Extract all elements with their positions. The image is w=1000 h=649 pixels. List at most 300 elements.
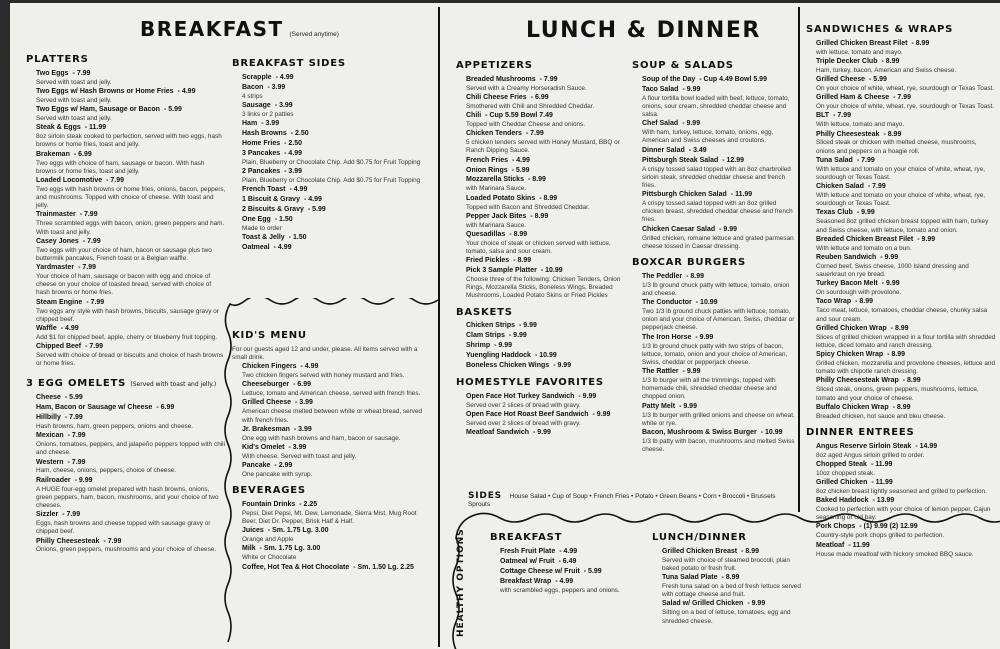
menu-item <box>662 548 802 573</box>
menu-item <box>642 368 796 402</box>
menu-item <box>466 267 632 301</box>
item-price: - 3.99 <box>261 120 280 128</box>
item-price: - 8.99 <box>883 130 902 138</box>
item-price: - 4.99 <box>60 324 79 332</box>
item-name: Quesadillas <box>466 230 506 238</box>
item-name: Scrapple <box>242 73 272 81</box>
menu-item <box>242 462 430 479</box>
item-name: Brakeman <box>36 150 70 158</box>
item-description: Choose three of the following: Chicken Tenders, Onion Rings, Mozzarella Sticks, Boneless Wings, Breaded Mushrooms, Loaded Potato Skins or Fried Pickles <box>466 276 621 300</box>
item-name: Milk <box>242 545 256 553</box>
item-price: - Sm. 1.50 Lg. 2.25 <box>353 563 414 571</box>
item-name: Bacon, Mushroom & Swiss Burger <box>642 428 757 436</box>
item-name: Chipped Beef <box>36 343 82 351</box>
item-price: - 3.99 <box>267 83 286 91</box>
menu-item <box>816 112 996 129</box>
menu-item <box>36 432 226 457</box>
item-description: 1/3 lb ground chuck patty with two strips of bacon, lettuce, tomato, onion and your choice of American, Swiss, cheddar or pepperjack cheese. <box>642 342 788 366</box>
menu-item <box>242 196 432 205</box>
item-price: - 8.99 <box>887 351 906 359</box>
menu-item <box>242 74 432 83</box>
menu-item <box>642 334 796 368</box>
item-description: 1/3 lb patty with bacon, mushrooms and melted Swiss cheese. <box>642 437 795 454</box>
kids-menu-section <box>232 327 430 574</box>
item-price: - 4.99 <box>289 186 308 194</box>
item-name: Philly Cheesesteak Wrap <box>816 377 899 385</box>
appetizers-list <box>456 76 632 301</box>
item-description: Pepsi, Diet Pepsi, Mt. Dew, Lemonade, Sierra Mist, Mug Root Beer, Diet Dr. Pepper, Brisk Half & Half. <box>242 509 417 526</box>
menu-item <box>36 394 226 403</box>
healthy-lunch-section <box>652 529 802 627</box>
item-name: 2 Biscuits & Gravy <box>242 206 304 214</box>
item-price: - 9.99 <box>74 476 93 484</box>
item-price: - 7.99 <box>867 183 886 191</box>
item-name: Juices <box>242 527 264 535</box>
item-price: - 6.99 <box>293 381 311 389</box>
item-description: Two eggs with choice of ham, sausage or bacon. With hash browns or home fries, toast and jelly. <box>36 159 205 175</box>
baskets-title: BASKETS <box>456 306 513 318</box>
menu-item <box>242 150 432 167</box>
menu-item <box>500 548 640 557</box>
menu-item <box>816 377 996 402</box>
item-name: Cheeseburger <box>242 381 290 389</box>
menu-item <box>242 216 432 233</box>
item-price: - 9.99 <box>679 402 697 410</box>
menu-item <box>466 393 632 410</box>
item-price: - 8.99 <box>855 298 874 306</box>
sandwiches-section <box>806 21 996 560</box>
item-price: - 8.99 <box>509 230 528 238</box>
item-name: Two Eggs w/ Ham, Sausage or Bacon <box>36 106 160 114</box>
sides-list: House Salad • Cup of Soup • French Fries • Potato • Green Beans • Corn • Broccoli • Brussels Sprouts <box>468 493 776 508</box>
item-price: - 4.99 <box>559 547 578 555</box>
menu-sheet <box>10 3 1000 649</box>
item-name: Chopped Steak <box>816 460 867 468</box>
item-description: A flour tortilla bowl loaded with beef, lettuce, tomato, onions, sour cream, shredded cheddar cheese and salsa. <box>642 94 790 119</box>
item-name: Chili <box>466 112 482 120</box>
item-description: 4 strips <box>242 92 263 100</box>
item-name: Chili Cheese Fries <box>466 93 527 101</box>
item-price: - 7.99 <box>525 130 544 138</box>
item-price: - 9.99 <box>747 600 766 608</box>
menu-item <box>36 511 226 536</box>
item-price: - 11.99 <box>84 124 107 132</box>
menu-item <box>36 477 226 511</box>
item-description: Served with a Creamy Horseradish Sauce. <box>466 84 587 92</box>
menu-item <box>816 183 996 208</box>
menu-item <box>642 86 796 120</box>
menu-item <box>816 157 996 182</box>
item-description: with Marinara Sauce. <box>466 221 527 229</box>
item-price: - 2.25 <box>299 501 318 508</box>
item-price: - 3.99 <box>288 443 307 451</box>
menu-item <box>500 578 640 595</box>
breakfast-header <box>140 17 339 43</box>
item-description: 3 links or 2 patties <box>242 110 294 118</box>
item-description: Ham, cheese, onions, peppers, choice of cheese. <box>36 467 176 475</box>
item-description: Served over 2 slices of bread with gravy. <box>466 420 581 428</box>
item-name: Grilled Cheese <box>242 399 292 407</box>
platters-section <box>26 51 226 556</box>
item-description: Served with choice of steamed broccoli, plain baked potato or fresh fruit. <box>662 556 790 572</box>
menu-item <box>642 147 796 156</box>
item-description: Your choice of ham, sausage or bacon with egg and choice of cheese on your choice of toasted bread, served with choice of hash browns or home fries. <box>36 273 212 297</box>
item-name: Buffalo Chicken Wrap <box>816 403 889 411</box>
item-price: - 7.99 <box>85 343 104 351</box>
item-price: - 7.99 <box>79 211 98 219</box>
item-name: Steam Engine <box>36 298 83 306</box>
item-name: Shrimp <box>466 342 491 350</box>
item-name: Open Face Hot Turkey Sandwich <box>466 393 575 401</box>
item-price: - 10.99 <box>540 267 563 275</box>
menu-item <box>242 102 432 119</box>
menu-item <box>816 236 996 253</box>
item-name: Two Eggs w/ Hash Browns or Home Fries <box>36 87 174 95</box>
item-name: Tuna Salad Plate <box>662 574 718 582</box>
item-description: Topped with Bacon and Shredded Cheddar. <box>466 203 590 211</box>
menu-item <box>500 558 640 567</box>
healthy-breakfast-title: BREAKFAST <box>490 532 563 543</box>
item-name: The Conductor <box>642 299 692 307</box>
omelets-subtitle: (Served with toast and jelly.) <box>130 381 217 389</box>
item-name: Open Face Hot Roast Beef Sandwich <box>466 411 589 419</box>
item-price: - 4.99 <box>512 156 530 164</box>
item-price: - 11.99 <box>848 541 870 549</box>
menu-item <box>642 226 796 251</box>
menu-item <box>816 280 996 297</box>
item-description: On sourdough with provolone. <box>816 289 902 297</box>
item-description: On your choice of white, wheat, rye, sourdough or Texas Toast. <box>816 103 995 111</box>
menu-item <box>816 131 996 156</box>
menu-item <box>466 76 632 93</box>
menu-item <box>466 213 632 230</box>
menu-item <box>816 76 996 93</box>
menu-item <box>466 322 632 331</box>
item-price: - 9.99 <box>553 362 572 370</box>
item-name: Grilled Chicken Wrap <box>816 324 887 332</box>
menu-item <box>466 157 632 166</box>
breakfast-sides-section <box>232 55 432 254</box>
item-description: With cheese. Served with toast and jelly. <box>242 452 357 460</box>
item-price: - 8.99 <box>892 403 911 411</box>
item-description: A HUGE four-egg omelet prepared with hash browns, onions, green peppers, ham, bacon, mushrooms, and your choice of two cheeses. <box>36 485 219 509</box>
menu-item <box>816 254 996 279</box>
item-description: Grilled chicken, romaine lettuce and grated parmesan cheese tossed in Caesar dressing. <box>642 234 794 250</box>
item-name: Chicken Tenders <box>466 130 522 138</box>
beverages-title: BEVERAGES <box>232 485 306 497</box>
menu-item <box>36 124 226 149</box>
item-name: Breakfast Wrap <box>500 577 552 585</box>
item-name: Kid's Omelet <box>242 443 285 451</box>
item-description: Hash browns, ham, green peppers, onions and cheese. <box>36 423 194 431</box>
omelets-title <box>26 378 226 391</box>
menu-item <box>466 257 632 266</box>
item-name: Dinner Salad <box>642 146 685 154</box>
item-price: - 3.99 <box>293 425 312 433</box>
item-name: Reuben Sandwich <box>816 253 877 261</box>
item-price: - 9.99 <box>494 342 513 350</box>
item-name: Fresh Fruit Plate <box>500 547 556 555</box>
item-name: Baked Haddock <box>816 497 869 505</box>
sandwiches-title: SANDWICHES & WRAPS <box>806 24 954 35</box>
menu-item <box>642 403 796 428</box>
menu-item <box>36 404 226 413</box>
item-name: The Rattler <box>642 368 679 376</box>
item-description: with scrambled eggs, peppers and onions. <box>500 586 620 594</box>
item-price: - 8.99 <box>911 39 930 47</box>
item-description: Smothered with Chili and Shredded Cheddar. <box>466 102 595 110</box>
menu-item <box>36 211 226 236</box>
item-price: - 2.50 <box>284 139 303 147</box>
item-description: Two eggs any style with hash browns, biscuits, sausage gravy or chipped beef. <box>36 307 219 323</box>
appetizers-section <box>456 57 632 439</box>
menu-item <box>36 177 226 211</box>
item-price: - 6.99 <box>530 93 549 101</box>
item-name: French Fries <box>466 156 509 164</box>
item-description: Topped with Cheddar Cheese and onions. <box>466 121 586 129</box>
item-name: 3 Pancakes <box>242 149 281 157</box>
item-description: Served with toast and jelly. <box>36 78 112 86</box>
item-price: - 9.99 <box>519 322 537 330</box>
breakfast-sides-title: BREAKFAST SIDES <box>232 58 346 69</box>
item-name: Coffee, Hot Tea & Hot Chocolate <box>242 563 350 571</box>
item-price: - 8.99 <box>741 547 759 555</box>
item-name: Hillbilly <box>36 414 61 422</box>
item-description: 8oz aged Angus sirloin grilled to order. <box>816 451 925 459</box>
item-price: - 4.99 <box>273 244 292 252</box>
kids-menu-list <box>232 363 430 479</box>
item-name: Grilled Chicken <box>816 478 868 486</box>
menu-item <box>642 76 796 85</box>
item-name: Loaded Potato Skins <box>466 194 536 202</box>
item-price: - 9.99 <box>917 235 936 243</box>
item-price: - 5.99 <box>511 166 530 174</box>
kids-menu-title: KID'S MENU <box>232 330 307 341</box>
item-price: - 2.50 <box>290 129 309 137</box>
item-description: Served over 2 slices of bread with gravy. <box>466 401 581 409</box>
healthy-lunch-list <box>652 548 802 626</box>
item-name: Onion Rings <box>466 166 508 174</box>
item-price: - 8.99 <box>527 176 546 184</box>
item-name: Mozzarella Sticks <box>466 176 524 184</box>
item-price: - 4.99 <box>284 149 303 157</box>
item-price: - 7.99 <box>539 75 558 83</box>
item-price: - 9.99 <box>682 85 701 93</box>
appetizers-title: APPETIZERS <box>456 60 533 71</box>
item-description: Taco meat, lettuce, tomatoes, cheddar cheese, chunky salsa and sour cream. <box>816 307 988 323</box>
item-description: Served with toast and jelly. <box>36 96 112 104</box>
item-name: Grilled Chicken Breast Filet <box>816 39 908 47</box>
item-price: - 11.99 <box>730 191 753 199</box>
item-price: - 5.99 <box>583 567 602 575</box>
burgers-title: BOXCAR BURGERS <box>632 256 746 268</box>
menu-item <box>816 461 996 478</box>
item-name: Philly Cheesesteak <box>816 130 880 138</box>
item-name: Cottage Cheese w/ Fruit <box>500 567 580 575</box>
healthy-breakfast-list <box>490 548 640 595</box>
menu-item <box>466 195 632 212</box>
menu-item <box>466 429 632 438</box>
item-price: - 13.99 <box>872 497 895 505</box>
item-price: - 9.99 <box>695 333 714 341</box>
healthy-options-title: HEALTHY OPTIONS <box>456 528 466 637</box>
menu-item <box>816 404 996 421</box>
item-description: Made to order <box>242 224 282 232</box>
menu-item <box>662 574 802 599</box>
item-name: Triple Decker Club <box>816 57 878 65</box>
menu-item <box>816 94 996 111</box>
item-price: - 12.99 <box>722 156 745 164</box>
item-price: - 7.99 <box>64 414 83 422</box>
breakfast-sides-list <box>232 74 432 253</box>
menu-item <box>816 479 996 496</box>
item-price: - 7.99 <box>103 537 122 545</box>
item-price: - 8.99 <box>686 272 704 280</box>
item-name: Trainmaster <box>36 211 76 219</box>
item-name: Pittsburgh Chicken Salad <box>642 191 727 199</box>
menu-item <box>466 362 632 371</box>
menu-item <box>816 298 996 323</box>
item-name: Meatloaf Sandwich <box>466 429 530 437</box>
lunch-title: LUNCH & DINNER <box>526 18 761 43</box>
item-price: - 5.99 <box>64 394 83 402</box>
breakfast-subtitle: (Served anytime) <box>289 31 339 38</box>
menu-item <box>242 186 432 195</box>
kids-menu-note: For our guests aged 12 and under, please. All items served with a small drink. <box>232 345 418 361</box>
item-name: Steak & Eggs <box>36 124 81 132</box>
menu-item <box>642 157 796 191</box>
menu-item <box>36 151 226 176</box>
item-description: 8oz sirloin steak cooked to perfection, served with two eggs, hash browns or home fries, toast and jelly. <box>36 133 222 149</box>
item-description: American cheese melted between white or wheat bread, served with french fries. <box>242 408 423 424</box>
item-name: Chicken Caesar Salad <box>642 225 716 233</box>
menu-item <box>242 381 430 398</box>
item-description: 1/3 lb ground chuck patty with lettuce, tomato, onion and cheese. <box>642 281 790 297</box>
item-price: - 9.99 <box>719 225 738 233</box>
item-description: Corned beef, Swiss cheese, 1000 Island dressing and sauerkraut on rye bread. <box>816 262 969 279</box>
item-price: - 4.99 <box>300 363 319 371</box>
item-price: - 9.99 <box>682 120 701 128</box>
menu-item <box>642 299 796 333</box>
platters-title: PLATTERS <box>26 54 89 65</box>
item-price: - 9.99 <box>533 429 551 437</box>
item-name: Home Fries <box>242 139 281 147</box>
item-name: 2 Pancakes <box>242 168 281 176</box>
item-name: Breaded Chicken Breast Filet <box>816 235 914 243</box>
item-price: - 9.99 <box>508 332 527 340</box>
item-price: - 14.99 <box>915 442 938 450</box>
item-name: Breaded Mushrooms <box>466 75 536 83</box>
item-price: - 10.99 <box>695 299 718 307</box>
item-description: Sliced steak, onions, green peppers, mushrooms, lettuce, tomato and your choice of cheese. <box>816 386 979 402</box>
item-name: Pepper Jack Bites <box>466 212 527 220</box>
menu-item <box>36 70 226 87</box>
item-name: Jr. Brakesman <box>242 425 290 433</box>
item-price: - 7.99 <box>78 264 97 272</box>
item-name: French Toast <box>242 186 286 194</box>
item-name: Pick 3 Sample Platter <box>466 267 537 275</box>
item-name: Ham, Bacon or Sausage w/ Cheese <box>36 404 153 412</box>
menu-item <box>816 209 996 234</box>
item-name: Bacon <box>242 83 264 91</box>
item-name: Loaded Locomotive <box>36 176 103 184</box>
item-description: House made meatloaf with hickory smoked BBQ sauce. <box>816 550 974 558</box>
item-description: Add $1 for chipped beef, apple, cherry or blueberry fruit topping. <box>36 333 218 341</box>
omelets-title-text: 3 EGG OMELETS <box>26 378 127 390</box>
menu-item <box>36 264 226 298</box>
item-price: - 7.99 <box>833 112 851 120</box>
menu-item <box>242 363 430 380</box>
baskets-list <box>456 322 632 371</box>
item-price: - 3.99 <box>284 168 303 176</box>
menu-item <box>36 88 226 105</box>
item-name: Casey Jones <box>36 237 79 245</box>
item-price: - (1) 9.99 (2) 12.99 <box>859 523 918 531</box>
item-name: Mexican <box>36 432 64 440</box>
item-price: - 11.99 <box>871 478 893 486</box>
item-description: With lettuce and tomato on your choice of white, wheat, rye, sourdough or Texas Toast. <box>816 165 986 181</box>
item-description: With lettuce, tomato and mayo. <box>816 121 905 129</box>
item-description: Served with toast and jelly. <box>36 115 112 123</box>
item-name: Western <box>36 458 64 466</box>
menu-item <box>36 106 226 123</box>
item-description: Your choice of steak or chicken served with lettuce, tomato, salsa and sour cream. <box>466 239 611 256</box>
item-name: The Peddler <box>642 272 683 280</box>
item-price: - 7.99 <box>893 94 912 102</box>
item-price: - 7.99 <box>62 511 81 519</box>
item-price: - 8.99 <box>539 194 558 202</box>
menu-item <box>466 167 632 176</box>
menu-item <box>816 40 996 57</box>
item-name: Philly Cheesesteak <box>36 537 100 545</box>
item-price: - 5.99 <box>307 206 326 214</box>
item-description: with lettuce, tomato and mayo. <box>816 48 903 56</box>
item-price: - 9.99 <box>856 209 875 217</box>
item-name: Turkey Bacon Melt <box>816 280 878 288</box>
item-name: Fountain Drinks <box>242 501 296 508</box>
item-name: Yardmaster <box>36 264 75 272</box>
soups-section <box>632 57 796 455</box>
item-description: 1/3 lb burger with grilled onions and cheese on wheat, white or rye. <box>642 411 795 427</box>
item-name: Railroader <box>36 476 71 484</box>
menu-item <box>816 58 996 75</box>
item-description: Breaded chicken, hot sauce and bleu cheese. <box>816 412 946 420</box>
item-description: with Marinara Sauce. <box>466 185 527 193</box>
menu-item <box>642 429 796 454</box>
healthy-breakfast-section <box>490 529 640 596</box>
item-description: Seasoned 8oz grilled chicken breast topped with ham, turkey and Swiss cheese, with lettuce, tomato and onion. <box>816 218 989 234</box>
item-price: - 8.99 <box>513 257 532 265</box>
item-price: - 9.99 <box>592 411 611 419</box>
item-price: - 3.99 <box>274 101 293 109</box>
menu-item <box>36 238 226 263</box>
item-price: - 10.99 <box>760 428 783 436</box>
item-price: - 1.50 <box>288 234 307 242</box>
lunch-sandwich-divider <box>798 7 800 512</box>
menu-item <box>816 325 996 350</box>
item-name: Pittsburgh Steak Salad <box>642 156 719 164</box>
item-name: Grilled Ham & Cheese <box>816 94 890 102</box>
menu-item <box>466 352 632 361</box>
item-name: One Egg <box>242 216 271 224</box>
item-price: - 11.99 <box>870 460 893 468</box>
omelets-list <box>26 394 226 555</box>
menu-item <box>816 443 996 460</box>
menu-item <box>242 84 432 101</box>
menu-item <box>466 231 632 256</box>
menu-item <box>36 343 226 368</box>
menu-item <box>242 426 430 443</box>
